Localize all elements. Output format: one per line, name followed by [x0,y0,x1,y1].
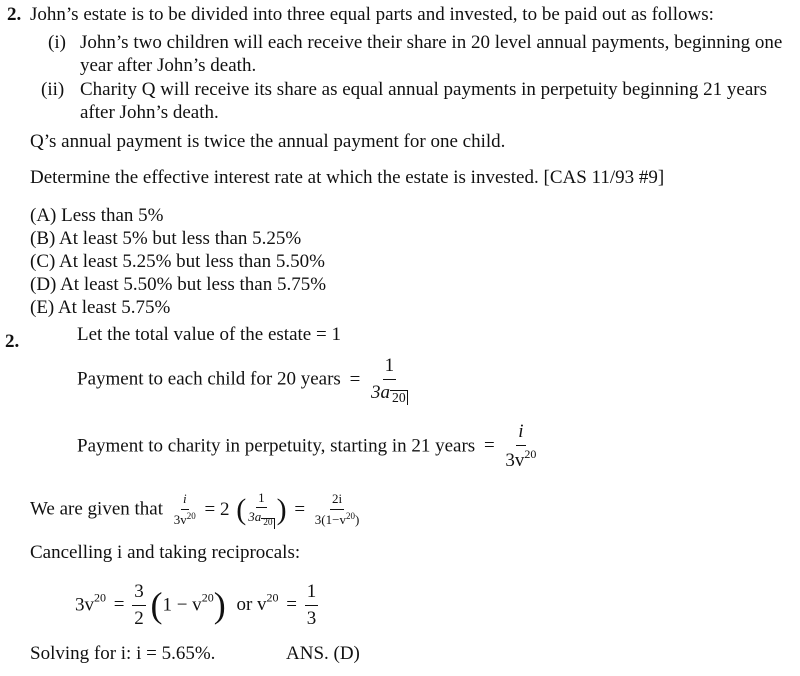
three-halves-fraction [132,580,146,631]
fraction-numerator: 1 [305,580,319,606]
fraction-numerator: 3 [132,580,146,606]
charity-payment-fraction [503,420,538,473]
fraction-denominator [246,508,276,529]
exponent: 20 [345,510,355,521]
equals-sign: = [286,594,297,616]
child-payment-line [77,354,410,405]
choice-b: (B) At least 5% but less than 5.25% [30,228,302,249]
charity-payment-eq: = [483,435,495,457]
child-payment-eq: = [349,368,361,390]
exponent: 20 [201,590,214,605]
equals-sign: = [113,594,125,616]
exponent: 20 [186,510,196,521]
fraction-numerator: i [516,420,525,446]
one-minus-v: 1 − v [162,594,202,616]
lhs-exponent: 20 [94,590,106,605]
problem-number: 2. [7,4,22,25]
item-label-ii: (ii) [41,79,65,100]
annuity-angle: 20 [392,389,406,405]
given-equation-line [30,490,361,529]
fraction-numerator: i [181,491,189,509]
question-text: Determine the effective interest rate at which the estate is invested. [CAS 11/93 #9] [30,167,665,188]
choice-e: (E) At least 5.75% [30,297,171,318]
estate-text: Let the total value of the estate [77,324,312,345]
exponent: 20 [266,590,279,605]
given-fraction-2 [246,490,276,529]
left-paren: ( [236,492,247,526]
denominator-base: 3v [505,449,525,471]
child-payment-fraction [369,354,410,405]
item-i-line1: John’s two children will each receive their share in 20 level annual payments, beginning one [80,32,783,53]
given-statement: Q’s annual payment is twice the annual payment for one child. [30,131,506,152]
or-v: or v [236,594,267,616]
one-third-fraction [305,580,319,631]
fraction-numerator: 1 [256,490,267,508]
fraction-numerator: 1 [383,354,397,380]
exponent: 20 [524,446,537,461]
simplified-equation-line [75,580,318,631]
given-text: We are given that [30,498,163,520]
fraction-denominator [503,446,538,473]
fraction-denominator [172,510,198,528]
item-ii-line1: Charity Q will receive its share as equal annual payments in perpetuity beginning 21 years [80,79,767,100]
given-fraction-3 [313,491,362,528]
fraction-numerator: 2i [330,491,344,509]
cancel-text: Cancelling i and taking reciprocals: [30,542,301,563]
right-paren: ) [276,492,287,526]
item-ii-line2: after John’s death. [80,102,219,123]
close-paren: ) [354,511,360,527]
estate-value: = 1 [315,324,341,345]
charity-payment-line [77,420,538,473]
item-i-line2: year after John’s death. [80,55,257,76]
equals-sign: = [294,498,306,520]
child-payment-text: Payment to each child for 20 years [77,368,341,390]
right-paren: ) [213,584,226,625]
fraction-denominator: 3 [306,607,317,629]
left-paren: ( [150,584,163,625]
denominator-base: 3(1−v [314,511,346,527]
solve-text: Solving for i: i = 5.65%. [30,643,216,664]
answer-label: ANS. (D) [286,643,360,664]
fraction-denominator [313,510,362,528]
choice-d: (D) At least 5.50% but less than 5.75% [30,274,327,295]
choice-a: (A) Less than 5% [30,205,164,226]
annuity-angle: 20 [263,518,273,529]
choice-c: (C) At least 5.25% but less than 5.50% [30,251,325,272]
given-fraction-1 [172,491,198,528]
problem-intro: John’s estate is to be divided into three equal parts and invested, to be paid out as follows: [30,4,714,25]
item-label-i: (i) [48,32,66,53]
solution-line1 [77,323,341,347]
equals-two: = 2 [204,498,230,520]
denominator-base: 3v [173,511,187,527]
fraction-denominator [369,380,410,405]
lhs-base: 3v [75,594,94,616]
fraction-denominator: 2 [134,607,144,629]
charity-payment-text: Payment to charity in perpetuity, starting in 21 years [77,435,476,457]
solution-number: 2. [5,331,20,352]
annuity-symbol: 3a [248,509,262,525]
annuity-symbol: 3a [371,381,391,403]
